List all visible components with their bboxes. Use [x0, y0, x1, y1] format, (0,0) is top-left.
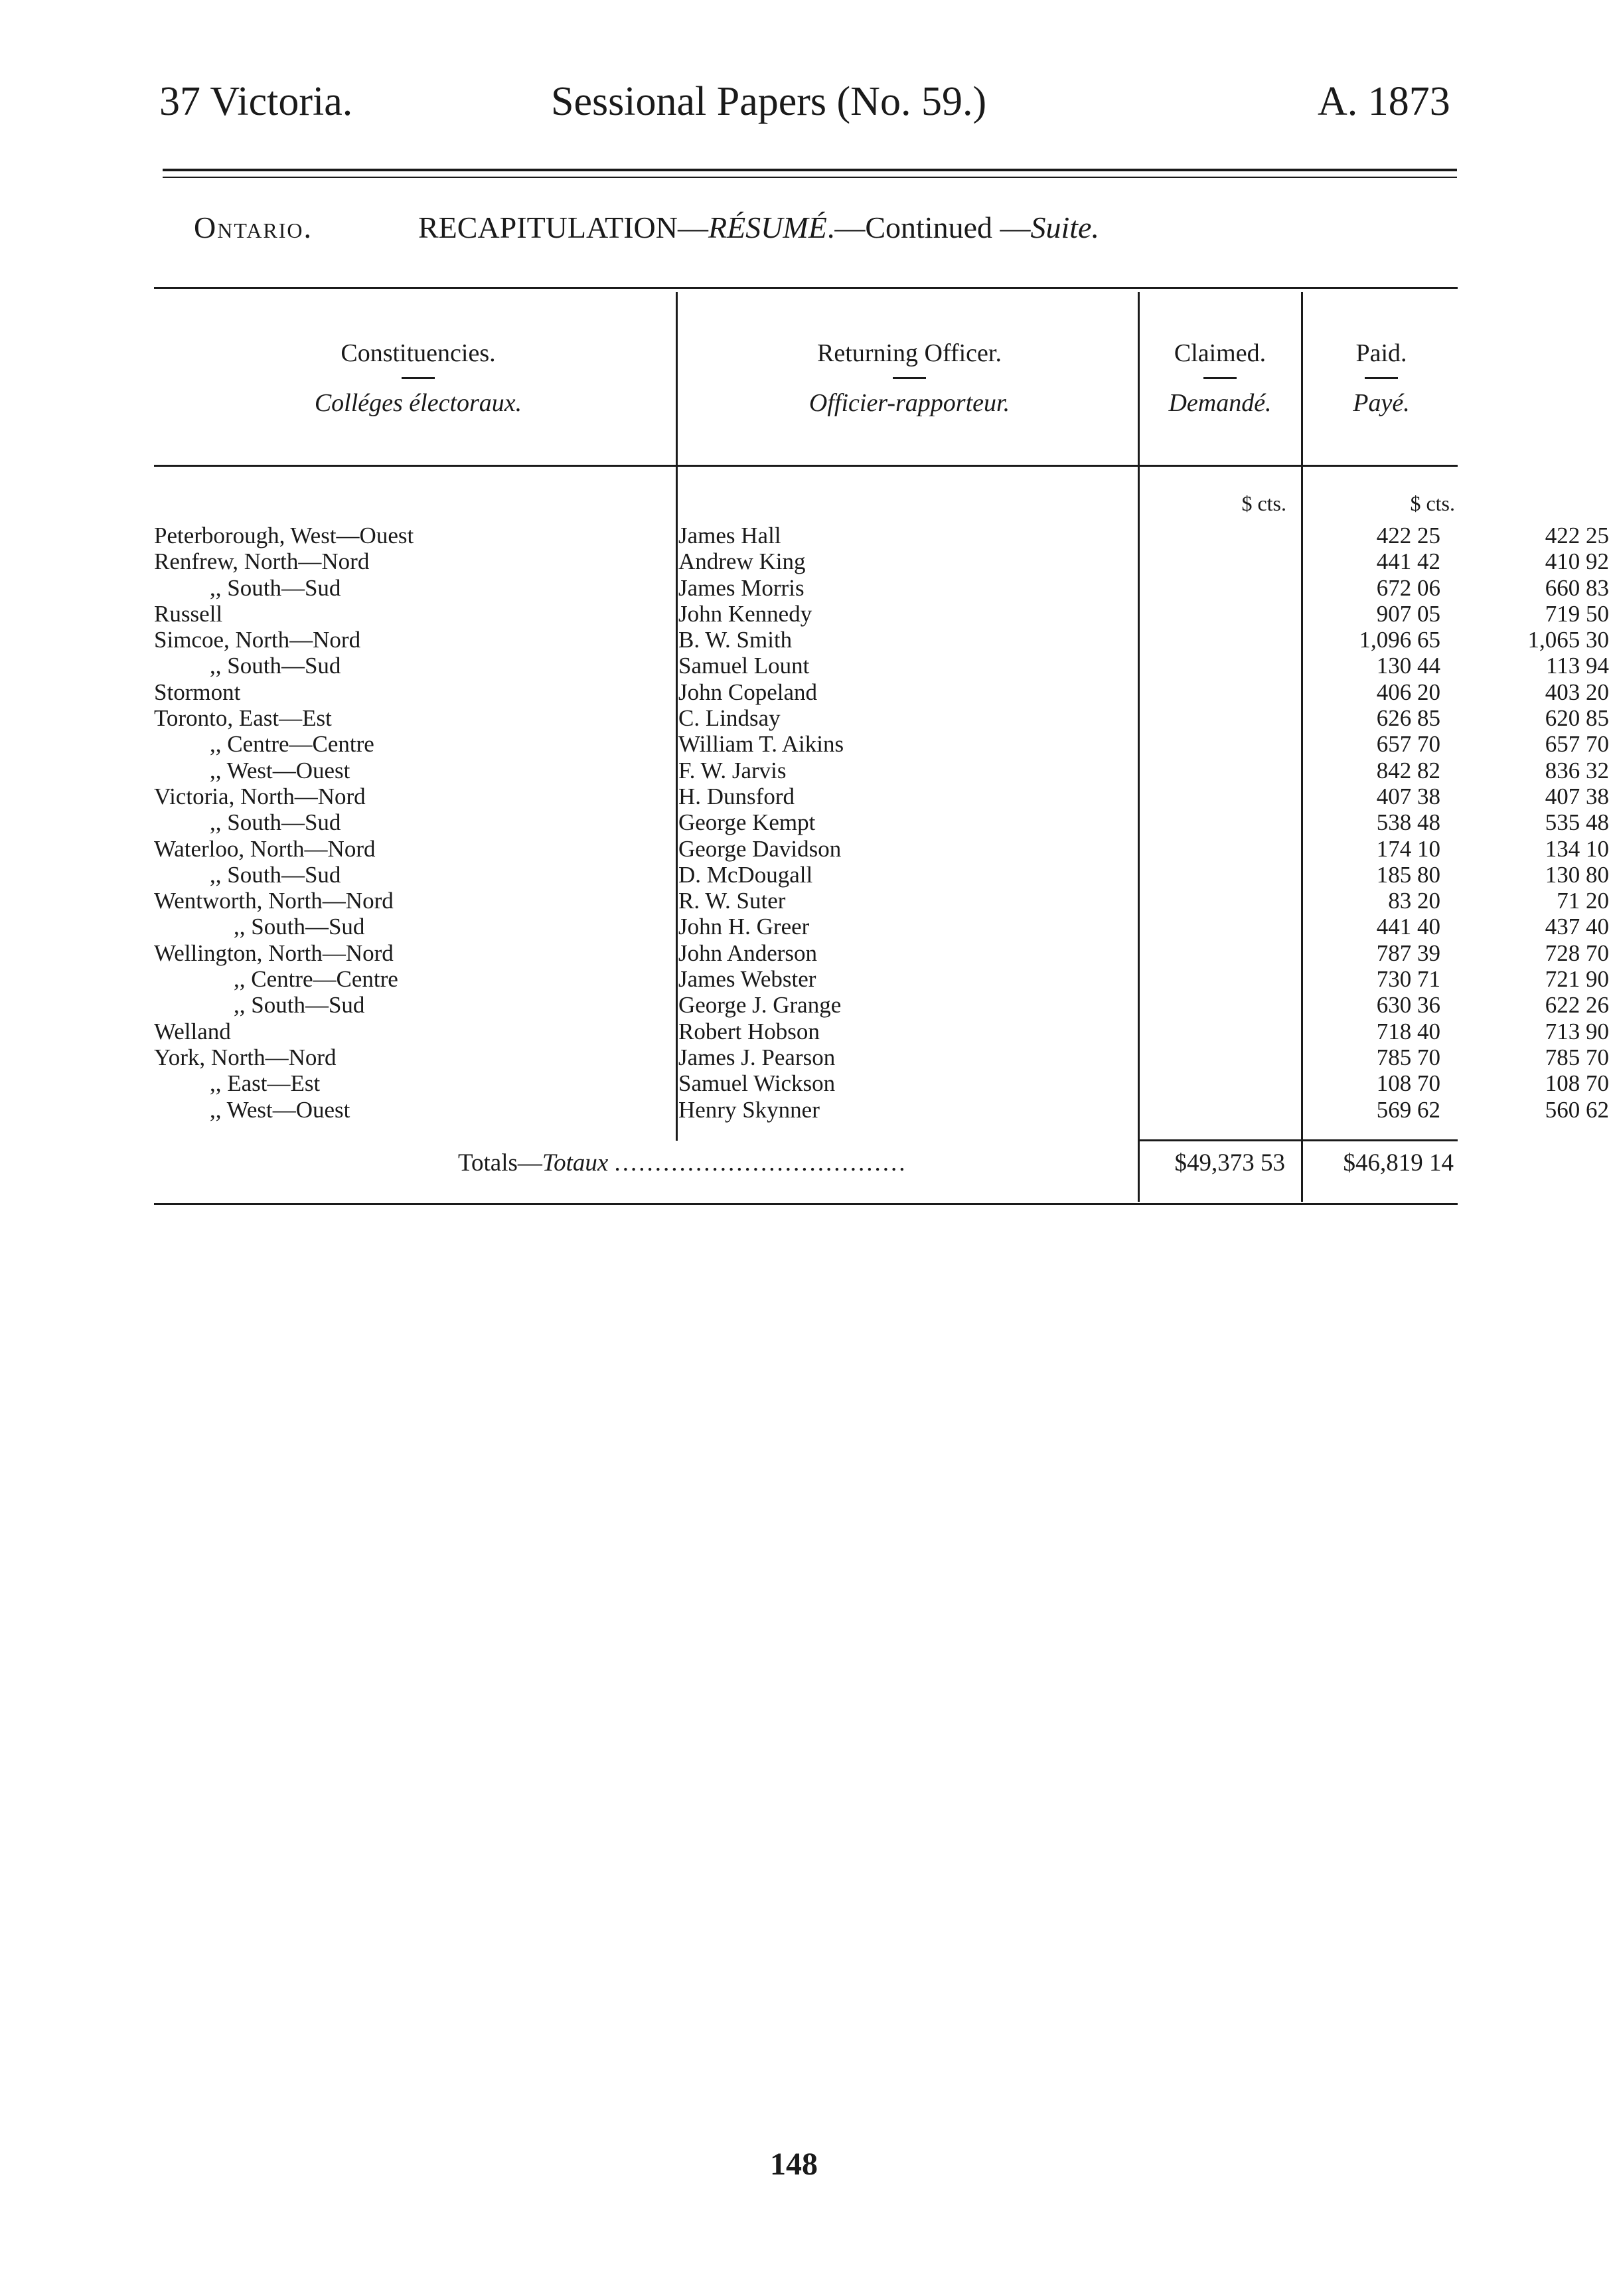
officer-cell: Samuel Wickson	[678, 1070, 836, 1097]
constituency-cell: Russell	[154, 600, 223, 627]
officer-header-en: Returning Officer.	[817, 339, 1002, 367]
claimed-cell: 785 70	[1376, 1044, 1440, 1070]
paid-cell: 660 83	[1545, 574, 1609, 601]
claimed-header-en: Claimed.	[1174, 339, 1266, 367]
claimed-cell: 730 71	[1376, 966, 1440, 993]
claimed-cell: 441 42	[1376, 548, 1440, 575]
claimed-cell: 842 82	[1376, 757, 1440, 783]
section-continued-en: .—Continued —	[826, 210, 1031, 244]
totals-paid: $46,819 14	[1343, 1149, 1454, 1177]
constituency-cell: Welland	[154, 1018, 231, 1044]
constituency-cell: ,, West—Ouest	[210, 1096, 350, 1123]
officer-cell: Samuel Lount	[678, 653, 810, 679]
table-row	[154, 731, 1609, 758]
claimed-cell: 626 85	[1376, 705, 1440, 732]
constituency-cell: Wellington, North—Nord	[154, 940, 394, 966]
claimed-cell: 538 48	[1376, 809, 1440, 836]
paid-cell: 113 94	[1546, 653, 1609, 679]
paid-cell: 130 80	[1545, 861, 1609, 888]
table-row	[154, 653, 1609, 679]
officer-cell: Henry Skynner	[678, 1096, 820, 1123]
paid-cell: 713 90	[1545, 1018, 1609, 1044]
table-row	[154, 600, 1609, 627]
officer-cell: John Kennedy	[678, 600, 812, 627]
constituency-cell: ,, South—Sud	[210, 653, 341, 679]
table-row	[154, 574, 1609, 601]
constituency-cell: Victoria, North—Nord	[154, 783, 366, 809]
claimed-cell: 630 36	[1376, 992, 1440, 1019]
officer-cell: George J. Grange	[678, 992, 842, 1019]
constituency-cell: ,, Centre—Centre	[234, 966, 398, 993]
paid-cell: 622 26	[1545, 992, 1609, 1019]
column-header-officer	[750, 339, 1069, 418]
column-header-claimed	[1140, 339, 1300, 418]
paid-cell: 403 20	[1545, 679, 1609, 705]
officer-cell: John Anderson	[678, 940, 818, 966]
claimed-cell: 108 70	[1376, 1070, 1440, 1097]
officer-cell: James J. Pearson	[678, 1044, 836, 1070]
paid-cell: 721 90	[1545, 966, 1609, 993]
claimed-cell: 907 05	[1376, 600, 1440, 627]
officer-cell: James Morris	[678, 574, 804, 601]
totals-rule-paid	[1301, 1139, 1458, 1141]
table-row	[154, 705, 1609, 732]
table-row	[154, 783, 1609, 809]
constituency-cell: Simcoe, North—Nord	[154, 627, 361, 653]
claimed-cell: 83 20	[1388, 888, 1440, 914]
header-sessional-papers: Sessional Papers (No. 59.)	[551, 79, 987, 124]
paid-cell: 719 50	[1545, 600, 1609, 627]
constituency-cell: Toronto, East—Est	[154, 705, 332, 732]
claimed-cell: 130 44	[1376, 653, 1440, 679]
unit-paid: $ cts.	[1410, 491, 1455, 515]
officer-cell: H. Dunsford	[678, 783, 795, 809]
header-dash	[402, 377, 435, 379]
constituency-cell: ,, Centre—Centre	[210, 731, 374, 758]
table-row	[154, 1044, 1609, 1070]
header-dash	[893, 377, 926, 379]
table-row	[154, 627, 1609, 653]
paid-cell: 437 40	[1545, 914, 1609, 940]
paid-cell: 785 70	[1545, 1044, 1609, 1070]
column-header-paid	[1305, 339, 1458, 418]
constituency-cell: Peterborough, West—Ouest	[154, 523, 414, 548]
table-row	[154, 992, 1609, 1019]
table-row	[154, 1018, 1609, 1044]
claimed-cell: 1,096 65	[1359, 627, 1440, 653]
unit-claimed: $ cts.	[1241, 491, 1286, 515]
constituency-cell: Waterloo, North—Nord	[154, 835, 376, 862]
officer-cell: Andrew King	[678, 548, 806, 575]
paid-cell: 134 10	[1545, 835, 1609, 862]
claimed-header-fr: Demandé.	[1168, 389, 1272, 417]
header-volume: 37 Victoria.	[159, 79, 353, 124]
totals-label-fr: Totaux	[542, 1149, 609, 1177]
totals-leader: ....................................	[614, 1149, 907, 1177]
officer-cell: B. W. Smith	[678, 627, 793, 653]
totals-label-en: Totals—	[458, 1149, 542, 1177]
constituencies-header-fr: Colléges électoraux.	[314, 389, 522, 417]
table-row	[154, 548, 1609, 575]
claimed-cell: 185 80	[1376, 861, 1440, 888]
claimed-cell: 718 40	[1376, 1018, 1440, 1044]
constituency-cell: ,, South—Sud	[234, 914, 365, 940]
officer-cell: John Copeland	[678, 679, 818, 705]
paid-cell: 535 48	[1545, 809, 1609, 836]
paid-cell: 1,065 30	[1527, 627, 1609, 653]
table-top-rule	[154, 287, 1458, 289]
table-row	[154, 888, 1609, 914]
column-header-constituencies	[252, 339, 584, 418]
table-row	[154, 1070, 1609, 1097]
table-row	[154, 861, 1609, 888]
claimed-cell: 569 62	[1376, 1096, 1440, 1123]
paid-cell: 108 70	[1545, 1070, 1609, 1097]
table-body	[154, 523, 1609, 1123]
paid-cell: 407 38	[1545, 783, 1609, 809]
officer-cell: Robert Hobson	[678, 1018, 820, 1044]
claimed-cell: 407 38	[1376, 783, 1440, 809]
officer-cell: F. W. Jarvis	[678, 757, 787, 783]
claimed-cell: 441 40	[1376, 914, 1440, 940]
constituencies-header-en: Constituencies.	[341, 339, 496, 367]
officer-cell: D. McDougall	[678, 861, 813, 888]
officer-cell: James Webster	[678, 966, 816, 993]
claimed-cell: 174 10	[1376, 835, 1440, 862]
totals-claimed: $49,373 53	[1174, 1149, 1285, 1177]
header-rule-bottom	[163, 177, 1457, 178]
section-continued-fr: Suite.	[1030, 210, 1099, 244]
paid-cell: 422 25	[1545, 523, 1609, 548]
claimed-cell: 787 39	[1376, 940, 1440, 966]
constituency-cell: ,, South—Sud	[234, 992, 365, 1019]
table-row	[154, 679, 1609, 705]
constituency-cell: Wentworth, North—Nord	[154, 888, 394, 914]
section-title-fr: RÉSUMÉ	[708, 210, 827, 244]
claimed-cell: 657 70	[1376, 731, 1440, 758]
constituency-cell: ,, West—Ouest	[210, 757, 350, 783]
table-row	[154, 940, 1609, 966]
constituency-cell: York, North—Nord	[154, 1044, 337, 1070]
header-rule-top	[163, 169, 1457, 171]
table-header-rule	[154, 465, 1458, 467]
paid-cell: 728 70	[1545, 940, 1609, 966]
totals-label	[458, 1149, 907, 1177]
officer-cell: James Hall	[678, 523, 781, 548]
table-row	[154, 835, 1609, 862]
constituency-cell: Renfrew, North—Nord	[154, 548, 370, 575]
paid-header-fr: Payé.	[1353, 389, 1410, 417]
header-dash	[1365, 377, 1398, 379]
officer-cell: George Davidson	[678, 835, 842, 862]
paid-cell: 620 85	[1545, 705, 1609, 732]
table-row	[154, 914, 1609, 940]
header-year: A. 1873	[1318, 79, 1450, 124]
paid-cell: 410 92	[1545, 548, 1609, 575]
officer-cell: R. W. Suter	[678, 888, 786, 914]
table-row	[154, 966, 1609, 993]
paid-cell: 657 70	[1545, 731, 1609, 758]
officer-header-fr: Officier-rapporteur.	[808, 389, 1010, 417]
paid-cell: 836 32	[1545, 757, 1609, 783]
officer-cell: C. Lindsay	[678, 705, 781, 732]
claimed-cell: 406 20	[1376, 679, 1440, 705]
constituency-cell: ,, South—Sud	[210, 574, 341, 601]
totals-rule-claimed	[1138, 1139, 1301, 1141]
section-title	[418, 210, 1099, 245]
table-row	[154, 809, 1609, 836]
paid-cell: 560 62	[1545, 1096, 1609, 1123]
table-row	[154, 523, 1609, 548]
page-number: 148	[770, 2147, 818, 2182]
table-row	[154, 1096, 1609, 1123]
header-dash	[1203, 377, 1237, 379]
officer-cell: George Kempt	[678, 809, 816, 836]
officer-cell: John H. Greer	[678, 914, 810, 940]
claimed-cell: 422 25	[1376, 523, 1440, 548]
section-title-en: RECAPITULATION—	[418, 210, 708, 244]
table-bottom-rule	[154, 1203, 1458, 1205]
table-row	[154, 757, 1609, 783]
constituency-cell: ,, East—Est	[210, 1070, 321, 1097]
claimed-cell: 672 06	[1376, 574, 1440, 601]
constituency-cell: ,, South—Sud	[210, 809, 341, 836]
officer-cell: William T. Aikins	[678, 731, 844, 758]
paid-header-en: Paid.	[1355, 339, 1407, 367]
constituency-cell: ,, South—Sud	[210, 861, 341, 888]
constituency-cell: Stormont	[154, 679, 241, 705]
province-label: Ontario.	[194, 210, 313, 244]
paid-cell: 71 20	[1557, 888, 1609, 914]
